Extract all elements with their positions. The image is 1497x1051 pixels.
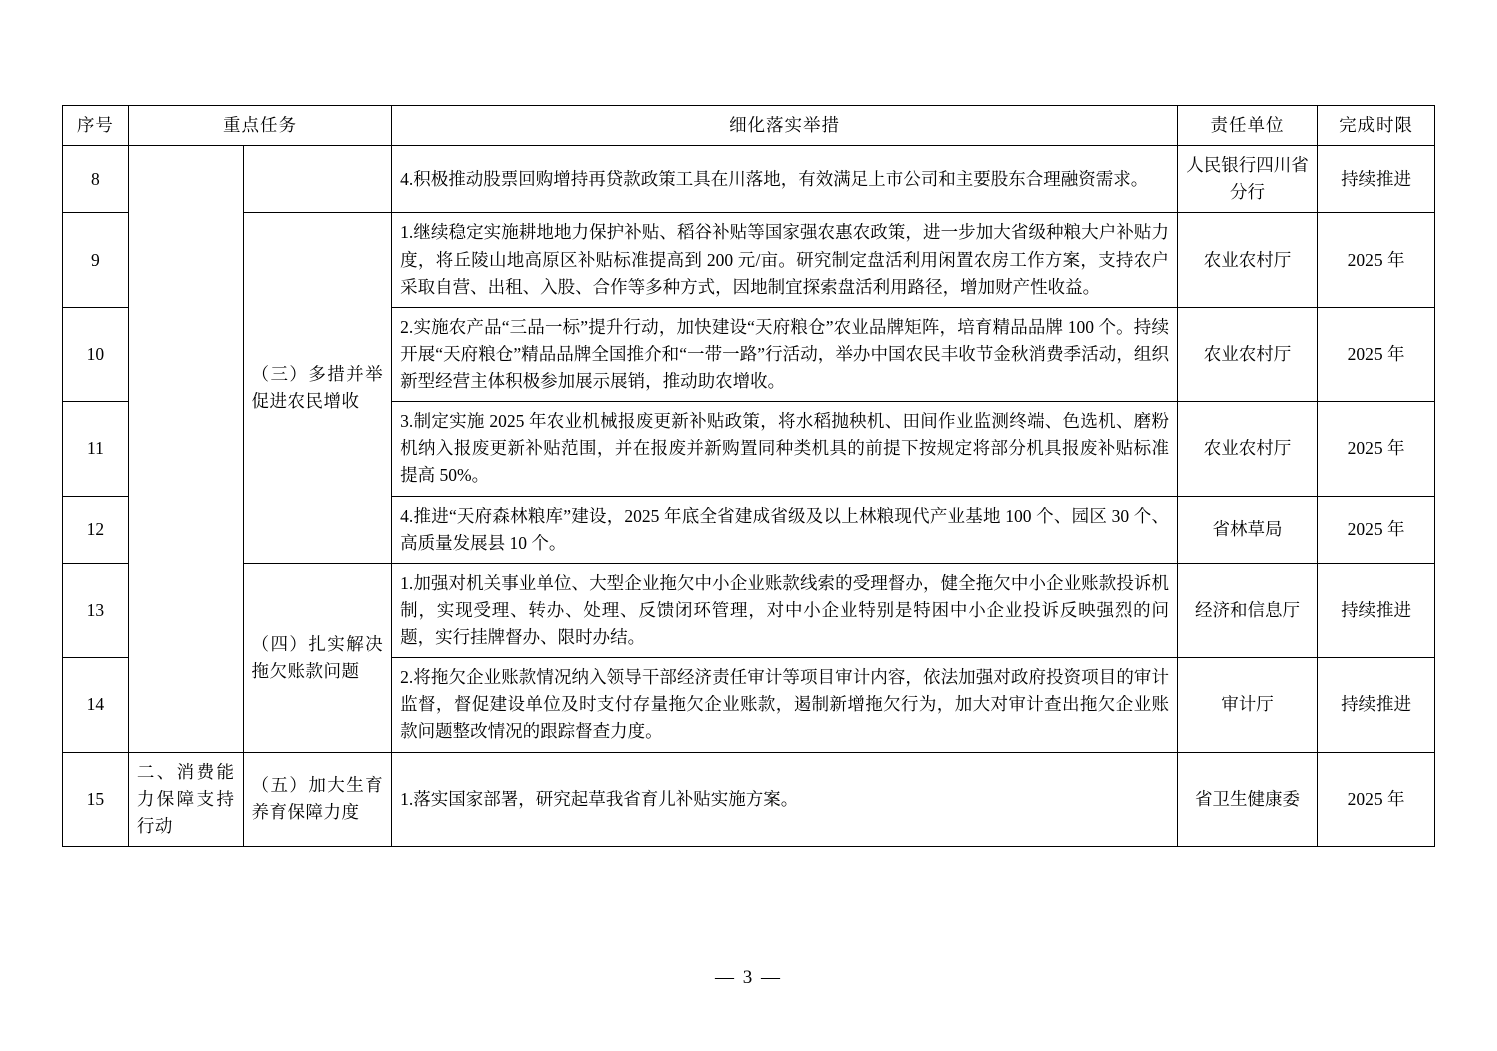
table-row	[63, 146, 1435, 213]
cell-seq: 15	[63, 752, 129, 846]
cell-task: （五）加大生育养育保障力度	[243, 752, 392, 846]
cell-major-group: 二、消费能力保障支持行动	[128, 752, 243, 846]
table-header-row	[63, 106, 1435, 146]
task-measures-table	[62, 105, 1435, 847]
cell-time: 持续推进	[1318, 658, 1435, 752]
cell-unit: 省卫生健康委	[1177, 752, 1317, 846]
cell-seq: 9	[63, 213, 129, 307]
cell-seq: 10	[63, 307, 129, 401]
cell-time: 2025 年	[1318, 307, 1435, 401]
cell-measure: 4.推进“天府森林粮库”建设，2025 年底全省建成省级及以上林粮现代产业基地 100 个、园区 30 个、高质量发展县 10 个。	[392, 496, 1178, 563]
column-header-task: 重点任务	[128, 106, 391, 146]
page-number: — 3 —	[715, 967, 782, 988]
cell-measure: 3.制定实施 2025 年农业机械报废更新补贴政策，将水稻抛秧机、田间作业监测终端、色选机、磨粉机纳入报废更新补贴范围，并在报废并新购置同种类机具的前提下按规定将部分机具报废补贴标准提高 50%。	[392, 402, 1178, 496]
column-header-unit: 责任单位	[1177, 106, 1317, 146]
table-row	[63, 563, 1435, 657]
table-row	[63, 213, 1435, 307]
cell-unit: 农业农村厅	[1177, 402, 1317, 496]
cell-unit: 农业农村厅	[1177, 307, 1317, 401]
cell-measure: 1.继续稳定实施耕地地力保护补贴、稻谷补贴等国家强农惠农政策，进一步加大省级种粮大户补贴力度，将丘陵山地高原区补贴标准提高到 200 元/亩。研究制定盘活利用闲置农房工作方案，支持农户采取自营、出租、入股、合作等多种方式，因地制宜探索盘活利用路径，增加财产性收益。	[392, 213, 1178, 307]
cell-unit: 经济和信息厅	[1177, 563, 1317, 657]
column-header-measure: 细化落实举措	[392, 106, 1178, 146]
cell-time: 持续推进	[1318, 563, 1435, 657]
cell-measure: 1.加强对机关事业单位、大型企业拖欠中小企业账款线索的受理督办，健全拖欠中小企业账款投诉机制，实现受理、转办、处理、反馈闭环管理，对中小企业特别是特困中小企业投诉反映强烈的问题，实行挂牌督办、限时办结。	[392, 563, 1178, 657]
cell-seq: 13	[63, 563, 129, 657]
cell-seq: 14	[63, 658, 129, 752]
cell-time: 2025 年	[1318, 402, 1435, 496]
cell-time: 2025 年	[1318, 752, 1435, 846]
cell-unit: 省林草局	[1177, 496, 1317, 563]
cell-time: 2025 年	[1318, 213, 1435, 307]
table-header	[63, 106, 1435, 146]
cell-time: 2025 年	[1318, 496, 1435, 563]
cell-task-blank	[243, 146, 392, 213]
cell-measure: 1.落实国家部署，研究起草我省育儿补贴实施方案。	[392, 752, 1178, 846]
cell-task: （四）扎实解决拖欠账款问题	[243, 563, 392, 752]
cell-measure: 2.将拖欠企业账款情况纳入领导干部经济责任审计等项目审计内容，依法加强对政府投资项目的审计监督，督促建设单位及时支付存量拖欠企业账款，遏制新增拖欠行为，加大对审计查出拖欠企业账款问题整改情况的跟踪督查力度。	[392, 658, 1178, 752]
column-header-time: 完成时限	[1318, 106, 1435, 146]
cell-seq: 8	[63, 146, 129, 213]
table-row	[63, 752, 1435, 846]
cell-task: （三）多措并举促进农民增收	[243, 213, 392, 563]
cell-seq: 12	[63, 496, 129, 563]
cell-unit: 农业农村厅	[1177, 213, 1317, 307]
column-header-seq: 序号	[63, 106, 129, 146]
cell-time: 持续推进	[1318, 146, 1435, 213]
cell-measure: 2.实施农产品“三品一标”提升行动，加快建设“天府粮仓”农业品牌矩阵，培育精品品牌 100 个。持续开展“天府粮仓”精品品牌全国推介和“一带一路”行活动，举办中国农民丰收节金秋消费季活动，组织新型经营主体积极参加展示展销，推动助农增收。	[392, 307, 1178, 401]
table-body	[63, 146, 1435, 847]
cell-unit: 人民银行四川省分行	[1177, 146, 1317, 213]
cell-seq: 11	[63, 402, 129, 496]
cell-unit: 审计厅	[1177, 658, 1317, 752]
cell-major-group-blank	[128, 146, 243, 752]
cell-measure: 4.积极推动股票回购增持再贷款政策工具在川落地，有效满足上市公司和主要股东合理融资需求。	[392, 146, 1178, 213]
